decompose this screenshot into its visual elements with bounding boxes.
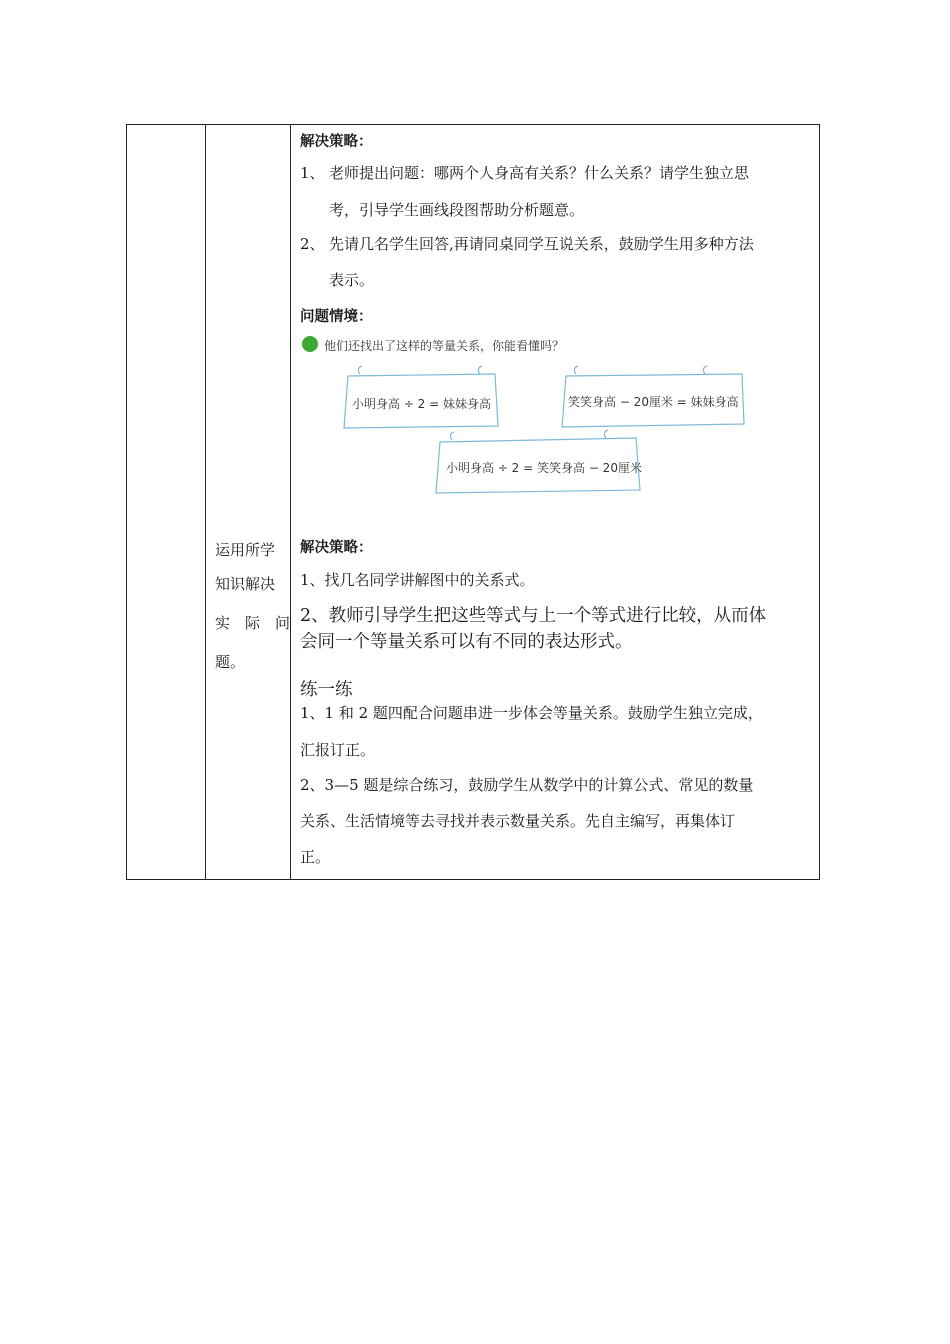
equation-text-2: 笑笑身高 − 20厘米 = 妹妹身高: [568, 395, 739, 409]
strategy2-line-3: 会同一个等量关系可以有不同的表达形式。: [300, 632, 633, 652]
activity-line-2: 知识解决: [215, 575, 276, 593]
sign-hook-icon: [358, 366, 362, 374]
sign-hook-icon: [478, 366, 482, 374]
strategy-heading-2: 解决策略：: [300, 540, 373, 556]
equation-sign-2: [562, 366, 744, 427]
equation-text-3: 小明身高 ÷ 2 = 笑笑身高 − 20厘米: [446, 461, 642, 475]
sign-hook-icon: [574, 366, 578, 374]
activity-line-1: 运用所学: [215, 541, 276, 559]
item-number: 1、: [300, 164, 325, 182]
practice-1-line-1: 1、1 和 2 题四配合问题串进一步体会等量关系。鼓励学生独立完成，: [300, 704, 763, 722]
strategy-item-2-cont: 表示。: [329, 271, 375, 289]
practice-2-line-1: 2、3—5 题是综合练习，鼓励学生从数学中的计算公式、常见的数量: [300, 776, 754, 794]
equation-sign-3: [436, 430, 642, 493]
sign-hook-icon: [604, 430, 608, 438]
practice-2-line-2: 关系、生活情境等去寻找并表示数量关系。先自主编写，再集体订: [300, 812, 736, 830]
practice-1-line-2: 汇报订正。: [300, 741, 376, 759]
sign-hook-icon: [703, 366, 707, 374]
sign-hook-icon: [450, 432, 454, 440]
problem-scene-image: [300, 330, 739, 495]
practice-heading: 练一练: [300, 680, 353, 700]
strategy2-line-2: 2、教师引导学生把这些等式与上一个等式进行比较，从而体: [300, 606, 767, 626]
strategy-item-2: [300, 233, 754, 254]
strategy-heading-1: 解决策略：: [300, 134, 373, 150]
activity-column: [205, 125, 291, 879]
equation-text-1: 小明身高 ÷ 2 = 妹妹身高: [352, 397, 492, 411]
item-text: 先请几名学生回答,再请同桌同学互说关系，鼓励学生用多种方法: [329, 235, 754, 253]
item-number: 2、: [300, 235, 325, 253]
activity-line-3: 实 际 问: [215, 614, 291, 632]
green-bullet-icon: [302, 336, 318, 352]
item-text: 老师提出问题：哪两个人身高有关系？什么关系？请学生独立思: [329, 164, 750, 182]
strategy-item-1-cont: 考，引导学生画线段图帮助分析题意。: [329, 201, 585, 219]
content-column: [291, 125, 819, 879]
scene-heading: 问题情境：: [300, 309, 373, 325]
practice-2-line-3: 正。: [300, 848, 331, 866]
equation-sign-1: [344, 366, 498, 428]
activity-line-4: 题。: [215, 653, 246, 671]
scene-prompt: 他们还找出了这样的等量关系，你能看懂吗？: [324, 339, 565, 353]
strategy2-line-1: 1、找几名同学讲解图中的关系式。: [300, 571, 535, 589]
strategy-item-1: [300, 162, 749, 183]
scene-illustration: [300, 330, 739, 495]
lesson-table: [126, 124, 820, 880]
